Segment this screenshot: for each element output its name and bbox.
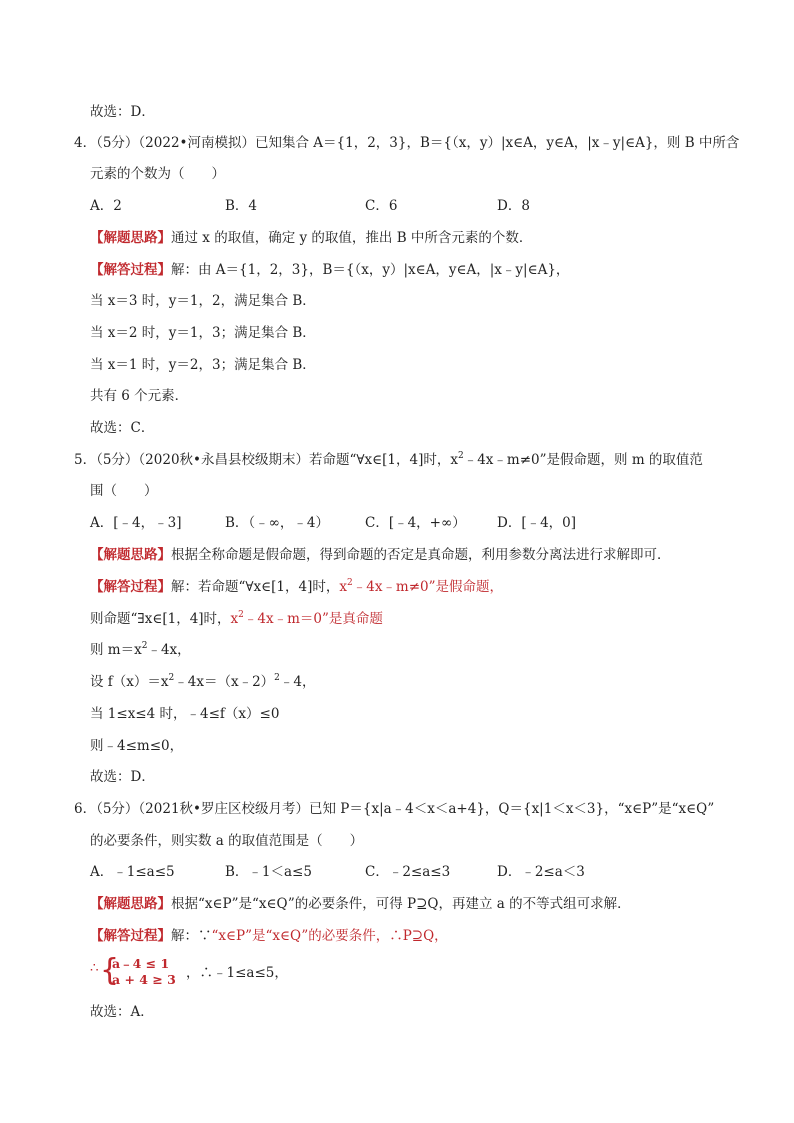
idea-text: 根据全称命题是假命题，得到命题的否定是真命题，利用参数分离法进行求解即可． <box>171 547 671 563</box>
question-6-stem-cont: 的必要条件，则实数 a 的取值范围是（ ） <box>90 833 364 849</box>
process-text-b: x <box>339 579 347 595</box>
q5-step-1 <box>90 609 383 631</box>
answer-line-q3: 故选：D． <box>90 104 155 120</box>
q5-idea <box>90 545 671 565</box>
q6-option-a: A．﹣1≤a≤5 <box>90 864 175 880</box>
q5-step-2 <box>90 640 191 662</box>
q5-step-2-a: 则 m＝x <box>90 642 142 658</box>
q5-step-1-a: 则命题“∃x∈[1，4]时， <box>90 611 231 627</box>
q5-step-3 <box>90 672 315 694</box>
q5-step-1-b: x <box>230 611 239 627</box>
idea-text: 根据“x∈P”是“x∈Q”的必要条件，可得 P⊇Q，再建立 a 的不等式组可求解． <box>171 896 631 912</box>
q5-option-d: D．[﹣4，0] <box>497 515 577 531</box>
q6-option-d: D．﹣2≤a＜3 <box>497 864 585 880</box>
process-text-a: 解：∵ <box>171 928 212 944</box>
q4-option-c: C．6 <box>365 198 398 214</box>
q5-stem-a: 5．（5分）（2020秋•永昌县校级期末）若命题“∀x∈[1，4]时，x <box>74 452 458 468</box>
q5-answer: 故选：D． <box>90 769 155 785</box>
q5-step-3-sup1: 2 <box>168 673 175 683</box>
q6-option-c: C．﹣2≤a≤3 <box>365 864 451 880</box>
idea-tag: 【解题思路】 <box>90 547 171 563</box>
process-sup: 2 <box>347 578 353 588</box>
inequality-1: a﹣4 ≤ 1 <box>112 956 170 971</box>
q5-step-5: 则﹣4≤m≤0， <box>90 738 184 754</box>
q6-process <box>90 926 448 946</box>
q4-option-a: A．2 <box>90 198 122 214</box>
q6-idea <box>90 894 631 914</box>
q4-process <box>90 260 569 280</box>
process-tag: 【解答过程】 <box>90 262 171 278</box>
q4-option-d: D．8 <box>497 198 530 214</box>
inequality-result: ，∴﹣1≤a≤5， <box>186 965 288 981</box>
process-text-c: ﹣4x﹣m≠0”是假命题， <box>352 579 504 595</box>
process-tag: 【解答过程】 <box>90 579 171 595</box>
q4-answer: 故选：C． <box>90 420 155 436</box>
q5-stem-sup: 2 <box>457 451 464 461</box>
q4-option-b: B．4 <box>225 198 258 214</box>
q4-step-2: 当 x＝2 时，y＝1，3；满足集合 B． <box>90 325 316 341</box>
q5-step-1-sup: 2 <box>238 610 244 620</box>
q5-step-2-b: ﹣4x， <box>147 642 191 658</box>
q5-step-3-c: ﹣4， <box>279 674 316 690</box>
q5-step-3-b: ﹣4x＝（x﹣2） <box>174 674 275 690</box>
question-4-stem-cont: 元素的个数为（ ） <box>90 166 225 182</box>
process-text-a: 解：若命题“∀x∈[1，4]时， <box>171 579 340 595</box>
q4-idea <box>90 228 532 248</box>
idea-tag: 【解题思路】 <box>90 230 171 246</box>
q5-option-b: B．（﹣∞，﹣4） <box>225 515 330 531</box>
left-brace: { <box>100 953 120 988</box>
q5-step-4: 当 1≤x≤4 时，﹣4≤f（x）≤0 <box>90 706 280 722</box>
q5-step-1-c: ﹣4x﹣m＝0”是真命题 <box>243 611 383 627</box>
question-6-stem: 6．（5分）（2021秋•罗庄区校级月考）已知 P＝{x|a﹣4＜x＜a+4}，Q＝{x|1＜x＜3}，“x∈P”是“x∈Q” <box>74 801 715 817</box>
idea-tag: 【解题思路】 <box>90 896 171 912</box>
process-text: 解：由 A＝{1，2，3}，B＝{（x，y）|x∈A，y∈A，|x﹣y|∈A}， <box>171 262 570 278</box>
q5-process <box>90 577 503 599</box>
q5-step-3-a: 设 f（x）＝x <box>90 674 169 690</box>
idea-text: 通过 x 的取值，确定 y 的取值，推出 B 中所含元素的个数． <box>171 230 533 246</box>
q5-step-2-sup: 2 <box>141 641 148 651</box>
q4-step-4: 共有 6 个元素． <box>90 388 189 404</box>
q6-option-b: B．﹣1＜a≤5 <box>225 864 312 880</box>
q6-answer: 故选：A． <box>90 1004 154 1020</box>
q4-step-1: 当 x＝3 时，y＝1，2，满足集合 B． <box>90 293 316 309</box>
therefore-symbol: ∴ <box>90 960 99 976</box>
q5-option-c: C．[﹣4，+∞） <box>365 515 466 531</box>
q4-step-3: 当 x＝1 时，y＝2，3；满足集合 B． <box>90 357 316 373</box>
inequality-2: a + 4 ≥ 3 <box>112 972 176 987</box>
question-5-stem-cont: 围（ ） <box>90 483 158 499</box>
question-5-stem <box>74 450 703 472</box>
q5-step-3-sup2: 2 <box>274 673 280 683</box>
q5-option-a: A．[﹣4，﹣3] <box>90 515 182 531</box>
process-text-b: “x∈P”是“x∈Q”的必要条件，∴P⊇Q， <box>211 928 448 944</box>
process-tag: 【解答过程】 <box>90 928 171 944</box>
q5-stem-b: ﹣4x﹣m≠0”是假命题，则 m 的取值范 <box>463 452 703 468</box>
question-4-stem: 4．（5分）（2022•河南模拟）已知集合 A＝{1，2，3}，B＝{（x，y）|x∈A，y∈A，|x﹣y|∈A}，则 B 中所含 <box>74 135 740 151</box>
